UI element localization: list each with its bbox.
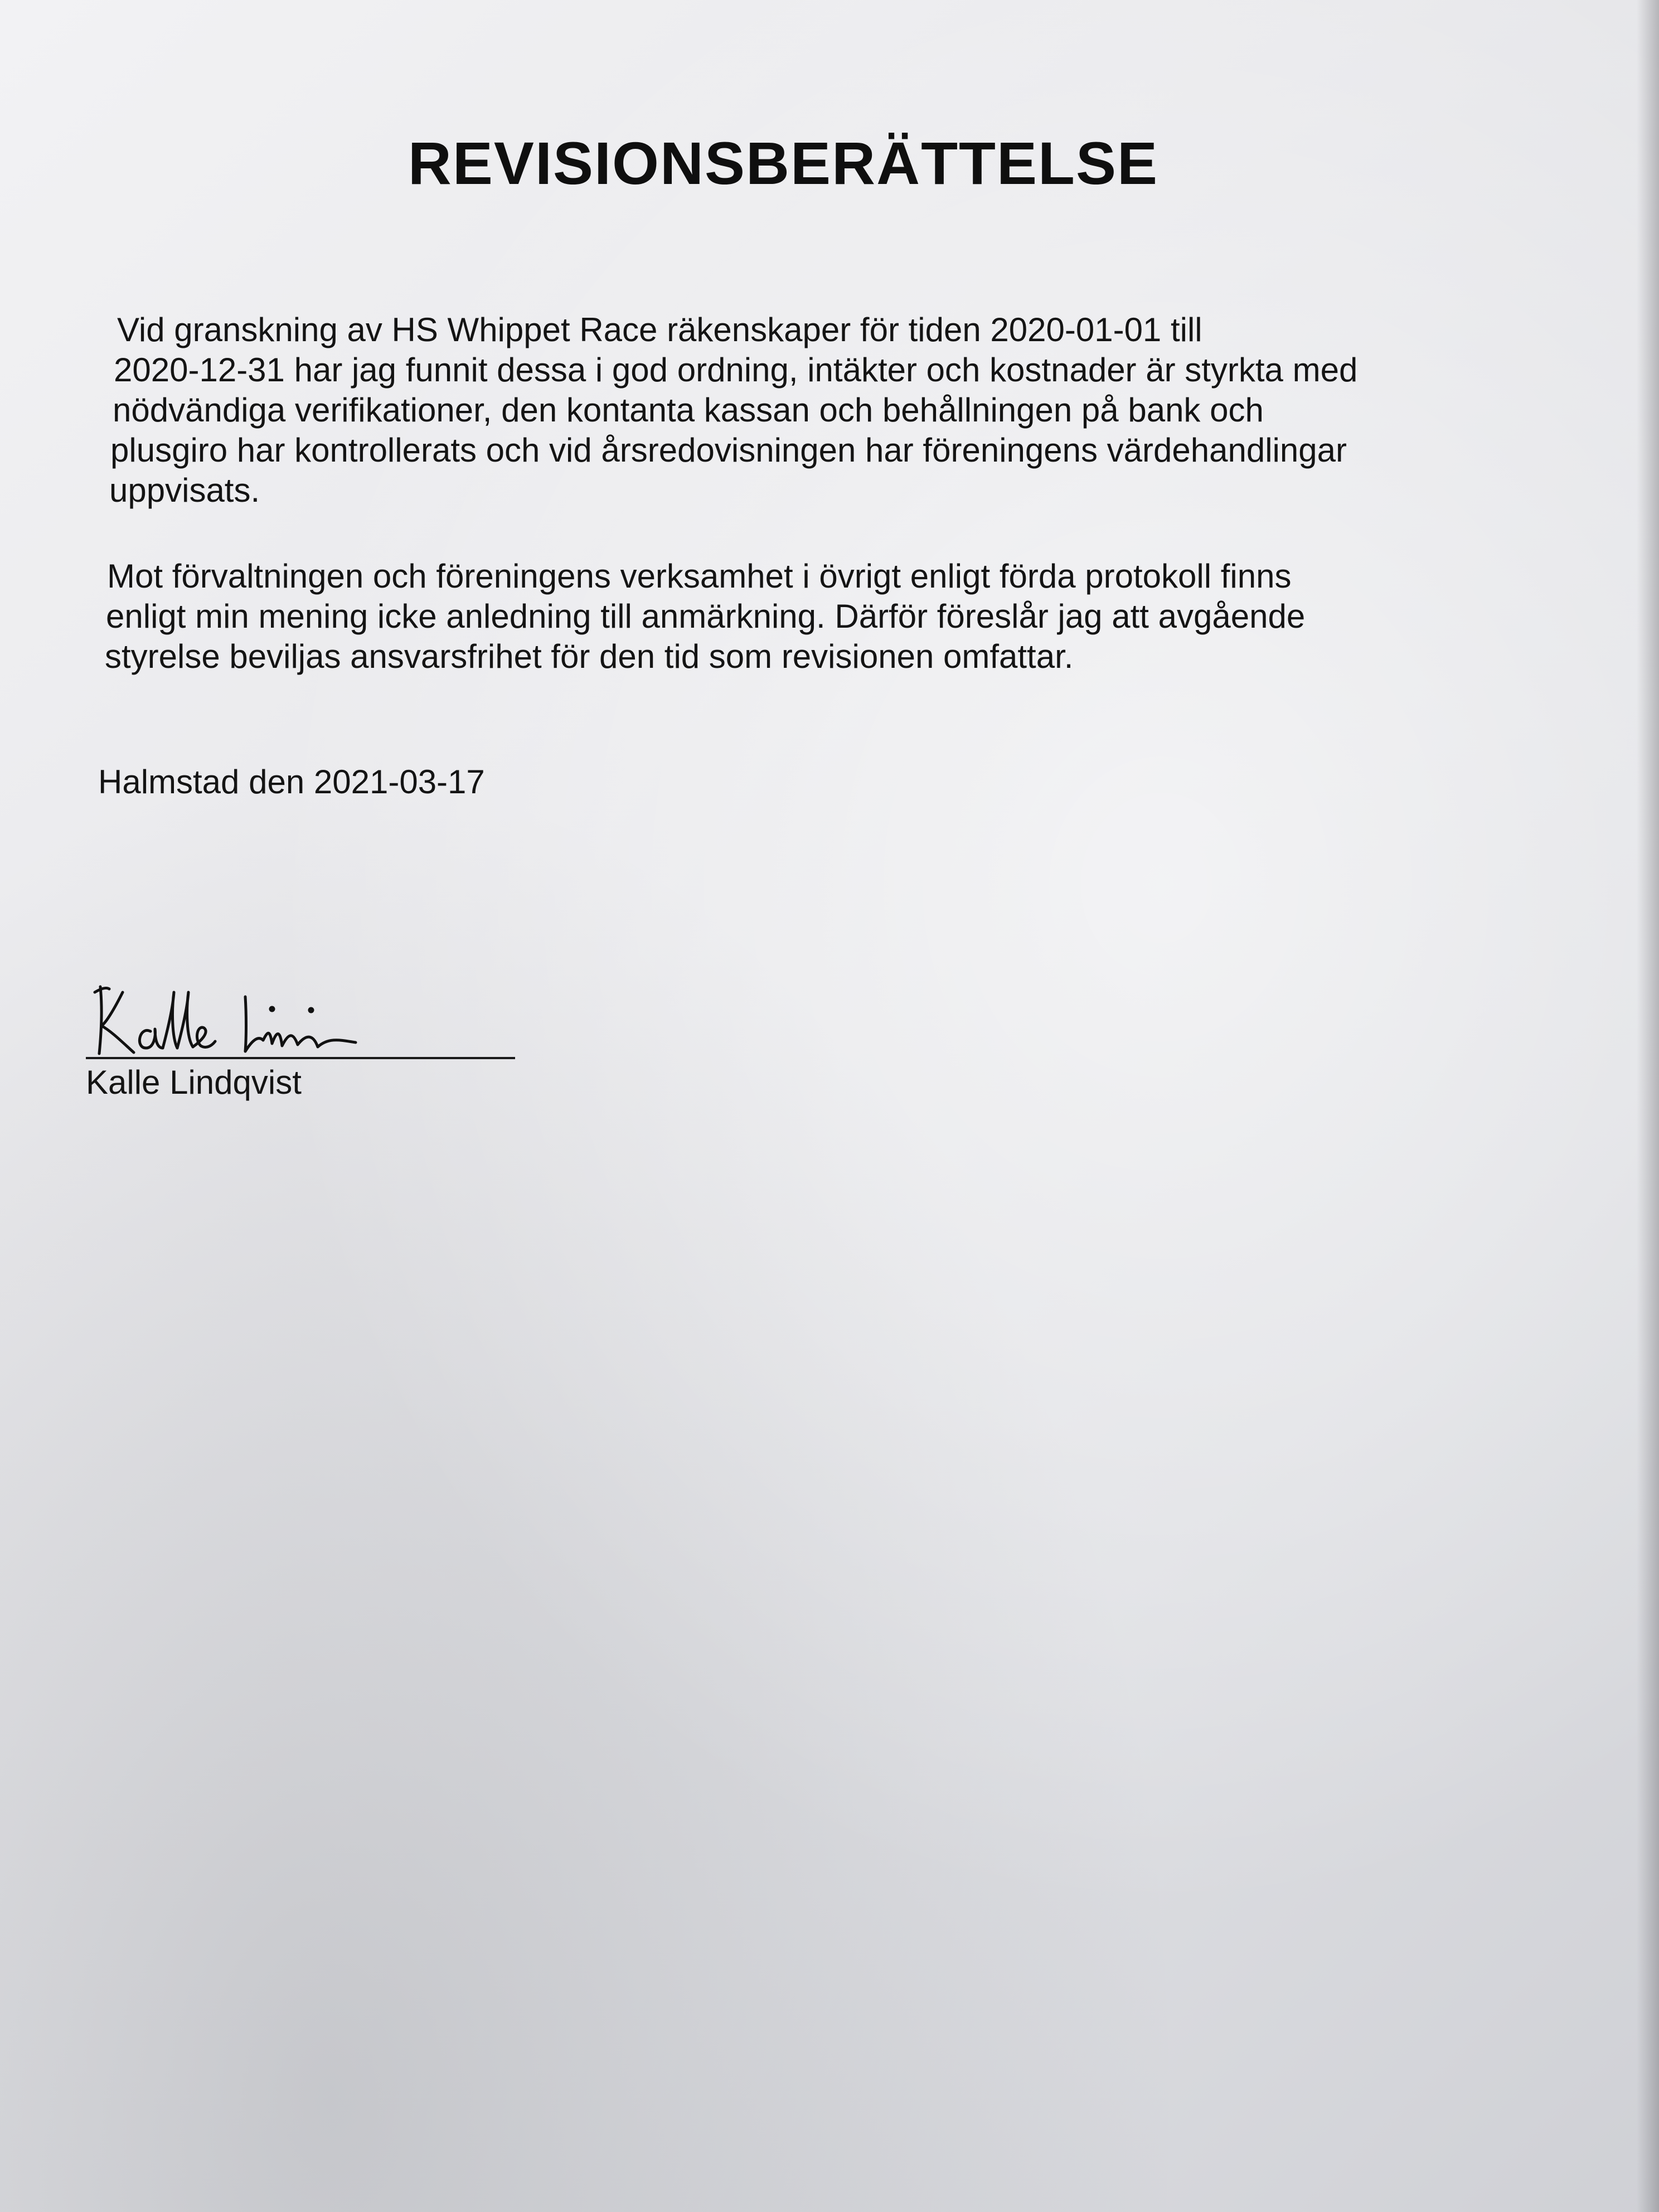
handwritten-signature [84,970,373,1059]
signer-name: Kalle Lindqvist [86,1064,302,1101]
paragraph-discharge [107,556,1305,677]
paper-edge-shadow [1637,0,1659,2212]
place-and-date: Halmstad den 2021-03-17 [98,763,485,801]
paragraph-line: styrelse beviljas ansvarsfrihet för den tid som revisionen omfattar. [105,638,1074,675]
paragraph-line: plusgiro har kontrollerats och vid årsredovisningen har föreningens värdehandlingar [110,431,1347,469]
paragraph-line: enligt min mening icke anledning till anmärkning. Därför föreslår jag att avgående [106,598,1306,635]
document-title: REVISIONSBERÄTTELSE [408,129,1159,197]
paragraph-line: uppvisats. [109,472,260,509]
paragraph-audit-review [109,310,1358,511]
signature-line [86,1057,515,1059]
paragraph-line: Mot förvaltningen och föreningens verksamhet i övrigt enligt förda protokoll finns [107,557,1292,595]
paragraph-line: nödvändiga verifikationer, den kontanta kassan och behållningen på bank och [113,391,1264,429]
paragraph-line: 2020-12-31 har jag funnit dessa i god ordning, intäkter och kostnader är styrkta med [114,351,1358,389]
paragraph-line: Vid granskning av HS Whippet Race räkenskaper för tiden 2020-01-01 till [117,311,1202,348]
